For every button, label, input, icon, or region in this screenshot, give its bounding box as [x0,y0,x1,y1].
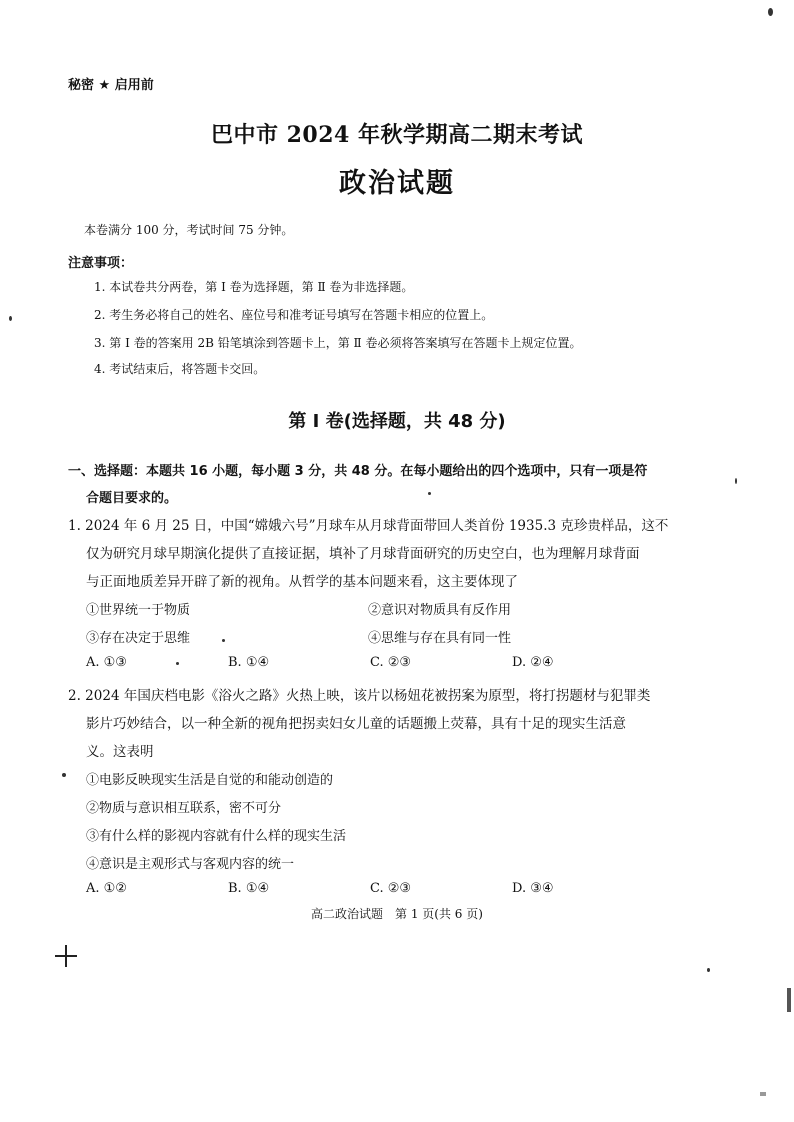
notice-heading: 注意事项： [68,256,134,271]
question-1-option: ③存在决定于思维 [86,631,191,646]
question-2-option: ②物质与意识相互联系，密不可分 [86,801,282,816]
scan-speck [62,773,66,777]
question-2-answer-c: C. ②③ [370,881,412,896]
question-1-answer-d: D. ②④ [512,655,554,670]
notice-item: 4. 考试结束后，将答题卡交回。 [94,362,266,376]
question-2-answer-b: B. ①④ [228,881,270,896]
question-2-option: ④意识是主观形式与客观内容的统一 [86,857,295,872]
section-instruction-cont: 合题目要求的。 [86,491,178,506]
part-title: 第 Ⅰ 卷(选择题，共 48 分) [288,411,506,432]
question-1-line: 与正面地质差异开辟了新的视角。从哲学的基本问题来看，这主要体现了 [86,574,518,590]
scan-speck [9,316,12,321]
question-1-answer-c: C. ②③ [370,655,412,670]
question-1-option: ①世界统一于物质 [86,603,191,618]
question-2-line: 影片巧妙结合，以一种全新的视角把拐卖妇女儿童的话题搬上荧幕，具有十足的现实生活意 [86,716,626,732]
scan-speck [428,492,431,495]
question-2-option: ③有什么样的影视内容就有什么样的现实生活 [86,829,347,844]
question-1-line: 1. 2024 年 6 月 25 日，中国“嫦娥六号”月球车从月球背面带回人类首份 1935.3 克珍贵样品，这不 [68,518,669,534]
scan-speck [176,662,179,665]
question-1-answer-a: A. ①③ [86,655,127,670]
scan-speck [735,478,737,484]
question-2-answer-d: D. ③④ [512,881,554,896]
scan-edge-mark [787,988,791,1012]
question-2-line: 义。这表明 [86,744,154,760]
subject-title: 政治试题 [339,168,455,199]
registration-cross-mark [55,945,77,967]
scan-edge-mark [760,1092,766,1096]
notice-item: 3. 第 Ⅰ 卷的答案用 2B 铅笔填涂到答题卡上，第 Ⅱ 卷必须将答案填写在答题卡上规定位置。 [94,336,582,350]
question-2-line: 2. 2024 年国庆档电影《浴火之路》火热上映，该片以杨妞花被拐案为原型，将打拐题材与犯罪类 [68,688,651,704]
notice-item: 1. 本试卷共分两卷，第 Ⅰ 卷为选择题，第 Ⅱ 卷为非选择题。 [94,280,414,294]
question-2-option: ①电影反映现实生活是自觉的和能动创造的 [86,773,334,788]
question-1-option: ②意识对物质具有反作用 [368,603,512,618]
question-2-answer-a: A. ①② [86,881,127,896]
scan-speck [707,968,710,972]
scan-speck [768,8,773,16]
section-instruction: 一、选择题：本题共 16 小题，每小题 3 分，共 48 分。在每小题给出的四个选项中，只有一项是符 [68,464,648,479]
confidential-mark: 秘密 ★ 启用前 [68,78,154,93]
question-1-line: 仅为研究月球早期演化提供了直接证据，填补了月球背面研究的历史空白，也为理解月球背面 [86,546,640,562]
scan-speck [222,639,225,642]
question-1-answer-b: B. ①④ [228,655,270,670]
page-footer: 高二政治试题 第 1 页(共 6 页) [311,907,483,921]
notice-item: 2. 考生务必将自己的姓名、座位号和准考证号填写在答题卡相应的位置上。 [94,308,494,322]
exam-info: 本卷满分 100 分，考试时间 75 分钟。 [84,223,294,237]
exam-title: 巴中市 2024 年秋学期高二期末考试 [210,122,584,148]
question-1-option: ④思维与存在具有同一性 [368,631,512,646]
